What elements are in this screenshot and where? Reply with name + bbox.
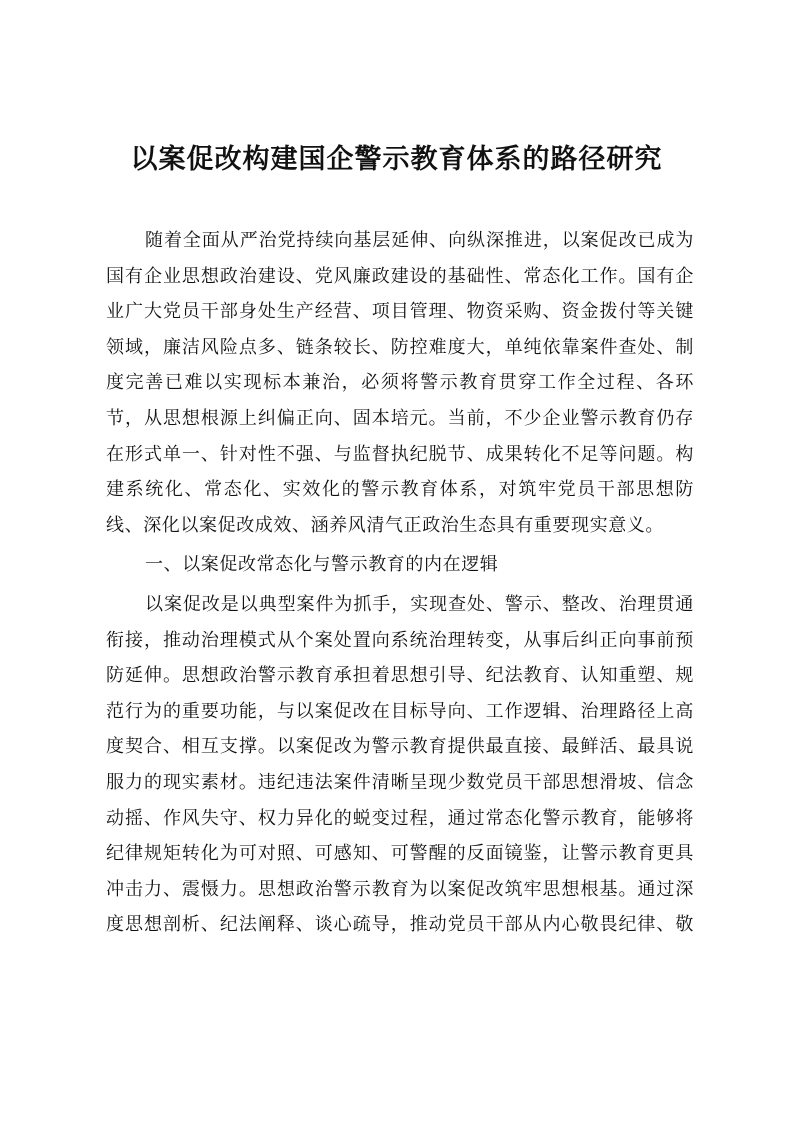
paragraph-line: 建系统化、常态化、实效化的警示教育体系，对筑牢党员干部思想防: [106, 479, 694, 501]
paragraph-line: 服力的现实素材。违纪违法案件清晰呈现少数党员干部思想滑坡、信念: [106, 771, 694, 793]
paragraph-line: 领域，廉洁风险点多、链条较长、防控难度大，单纯依靠案件查处、制: [106, 336, 694, 358]
document-body: [106, 223, 694, 943]
paragraph-line: 范行为的重要功能，与以案促改在目标导向、工作逻辑、治理路径上高: [106, 700, 694, 722]
paragraph-line: 业广大党员干部身处生产经营、项目管理、物资采购、资金拨付等关键: [106, 301, 694, 323]
paragraph-line: 动摇、作风失守、权力异化的蜕变过程，通过常态化警示教育，能够将: [106, 807, 694, 829]
paragraph-line: 度思想剖析、纪法阐释、谈心疏导，推动党员干部从内心敬畏纪律、敬: [106, 914, 694, 936]
paragraph-line: 纪律规矩转化为可对照、可感知、可警醒的反面镜鉴，让警示教育更具: [106, 843, 694, 865]
paragraph-line: 防延伸。思想政治警示教育承担着思想引导、纪法教育、认知重塑、规: [106, 665, 694, 687]
paragraph-line: 度完善已难以实现标本兼治，必须将警示教育贯穿工作全过程、各环: [106, 372, 694, 394]
paragraph-line: 以案促改是以典型案件为抓手，实现查处、警示、整改、治理贯通: [145, 593, 694, 615]
paragraph-line: 线、深化以案促改成效、涵养风清气正政治生态具有重要现实意义。: [106, 514, 664, 536]
paragraph-line: 度契合、相互支撑。以案促改为警示教育提供最直接、最鲜活、最具说: [106, 736, 694, 758]
paragraph-line: 节，从思想根源上纠偏正向、固本培元。当前，不少企业警示教育仍存: [106, 407, 694, 429]
paragraph-line: 在形式单一、针对性不强、与监督执纪脱节、成果转化不足等问题。构: [106, 443, 694, 465]
paragraph-line: 随着全面从严治党持续向基层延伸、向纵深推进，以案促改已成为: [145, 230, 694, 251]
document-title: 以案促改构建国企警示教育体系的路径研究: [130, 144, 663, 175]
paragraph-line: 衔接，推动治理模式从个案处置向系统治理转变，从事后纠正向事前预: [106, 629, 694, 651]
paragraph-line: 国有企业思想政治建设、党风廉政建设的基础性、常态化工作。国有企: [106, 265, 694, 287]
section-heading: 一、以案促改常态化与警示教育的内在逻辑: [145, 554, 499, 576]
paragraph-line: 冲击力、震慑力。思想政治警示教育为以案促改筑牢思想根基。通过深: [106, 878, 694, 900]
